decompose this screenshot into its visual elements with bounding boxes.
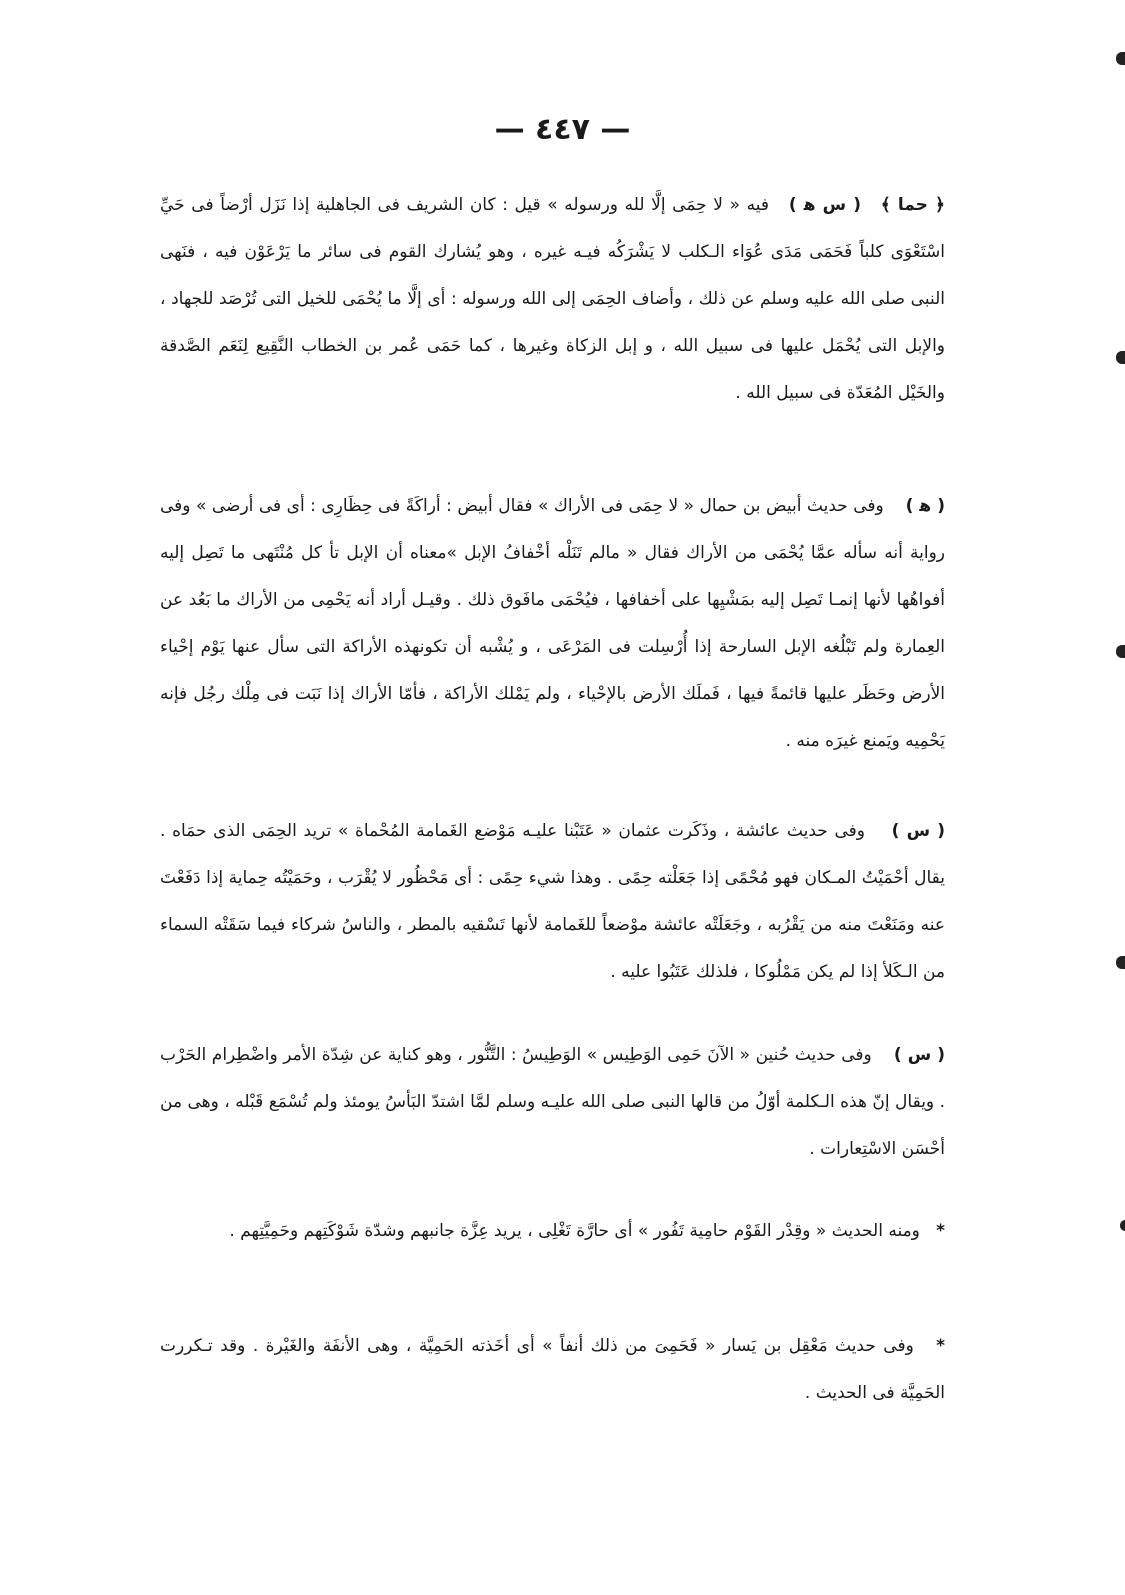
entry-hama [160, 182, 945, 417]
paragraph [160, 808, 945, 996]
paragraph-text: وفى حديث أبيض بن حمال « لا حِمَى فى الأراك » فقال أبيض : أراكَةً فى حِظَارِى : أى فى أرضى » وفى رواية أنه سأله عمَّا يُحْمَى من الأراك فقال « مالم تَنَلْه أخْفافُ الإبل »معناه أن الإبل تأ كل مُنْتَهى ما تَصِل إليه أفواهُها لأنها إنمـا تَصِل إليه بمَشْيِها على أخفافها ، فيُحْمَى مافَوق ذلك . وقيـل أراد أنه يَحْمِى من الأراك ما بَعُد عن العِمارة ولم تَبْلُغه الإبل السارحة إذا أُرْسِلت فى المَرْعَى ، و يُشْبه أن تكونهذه الأراكة التى سأل عنها يَوْم إحْياء الأرض وحَظَر عليها قائمةً فيها ، فَملَك الأرض بالإحْياء ، ولم يَمْلك الأراكة ، فأمّا الأراك إذا نَبَت فى مِلْك رجُل فإنه يَحْمِيه ويَمنع غيرَه منه . [160, 496, 945, 751]
hadith-abyad-paragraph [160, 483, 945, 765]
source-sigil: ( س ) [891, 821, 945, 841]
page-number: — ٤٤٧ — [494, 112, 631, 147]
margin-ink-mark [1116, 645, 1125, 658]
margin-ink-mark [1120, 1220, 1125, 1231]
margin-ink-mark [1116, 351, 1125, 364]
source-sigil: ( س ) [893, 1045, 945, 1065]
entry-heading: ﴿ حما ﴾ [880, 195, 945, 215]
margin-ink-mark [1116, 52, 1125, 65]
hadith-aisha-paragraph [160, 808, 945, 996]
asterisk-marker: * [936, 1221, 945, 1241]
paragraph [160, 1032, 945, 1173]
margin-ink-mark [1116, 956, 1125, 969]
paragraph-text: ومنه الحديث « وقِدْر القَوْم حامِية تَفُور » أى حارَّة تَغْلِى ، يريد عِزَّة جانبهم وشدّة شَوْكَتِهم وحَمِيَّتِهم . [229, 1221, 920, 1241]
hadith-maqil-paragraph [160, 1323, 945, 1417]
source-sigil: ( س ﻫ ) [788, 195, 861, 215]
asterisk-marker: * [936, 1336, 945, 1356]
paragraph-text: وفى حديث عائشة ، وذَكَرت عثمان « عَتَبْنا عليـه مَوْضع الغَمامة المُحْماة » تريد الحِمَى الذى حمَاه . يقال أحْمَيْتُ المـكان فهو مُحْمًى إذا جَعَلْته حِمًى . وهذا شيء حِمًى : أى مَحْظُور لا يُقْرَب ، وحَمَيْتُه حِماية إذا دَفَعْتَ عنه ومَنَعْتَ منه من يَقْرُبه ، وجَعَلَتْه عائشة موْضعاً للغَمامة لأنها تَسْقيه بالمطر ، والناسُ شركاء فيما سَقَتْه السماء من الـكَلأ إذا لم يكن مَمْلُوكا ، فلذلك عَتَبُوا عليه . [160, 821, 945, 982]
paragraph [160, 1323, 945, 1417]
hadith-hunayn-paragraph [160, 1032, 945, 1173]
paragraph [160, 182, 945, 417]
paragraph-text: وفى حديث مَعْقِل بن يَسار « فَحَمِىَ من ذلك أنفاً » أى أخَذته الحَمِيَّة ، وهى الأنفَة والغَيْرة . وقد تـكررت الحَمِيَّة فى الحديث . [160, 1336, 945, 1403]
paragraph [160, 1208, 945, 1255]
paragraph [160, 483, 945, 765]
paragraph-text: وفى حديث حُنين « الآنَ حَمِى الوَطِيس » الوَطِيسُ : التَّنُّور ، وهو كناية عن شِدّة الأمر واضْطِرام الحَرْب . ويقال إنّ هذه الـكلمة أوّلُ من قالها النبى صلى الله عليـه وسلم لمَّا اشتدّ البَأسُ يومئذ ولم تُسْمَع قَبْله ، وهى من أحْسَن الاسْتِعارات . [160, 1045, 945, 1159]
hadith-qidr-paragraph [160, 1208, 945, 1255]
source-sigil: ( ﻫ ) [905, 496, 945, 516]
paragraph-text: فيه « لا حِمَى إلَّا لله ورسوله » قيل : كان الشريف فى الجاهلية إذا نَزَل أرْضاً فى حَيِّ اسْتَعْوَى كلباً فَحَمَى مَدَى عُوَاء الـكلب لا يَشْرَكُه فيـه غيره ، وهو يُشارك القوم فى سائر ما يَرْعَوْن فيه ، فنَهى النبى صلى الله عليه وسلم عن ذلك ، وأضاف الحِمَى إلى الله ورسوله : أى إلَّا ما يُحْمَى للخيل التى تُرْصَد للجهاد ، والإبل التى يُحْمَل عليها فى سبيل الله ، و إبل الزكاة وغيرها ، كما حَمَى عُمر بن الخطاب النَّقِيع لِنَعَم الصَّدقة والخَيْل المُعَدّة فى سبيل الله . [160, 195, 945, 403]
